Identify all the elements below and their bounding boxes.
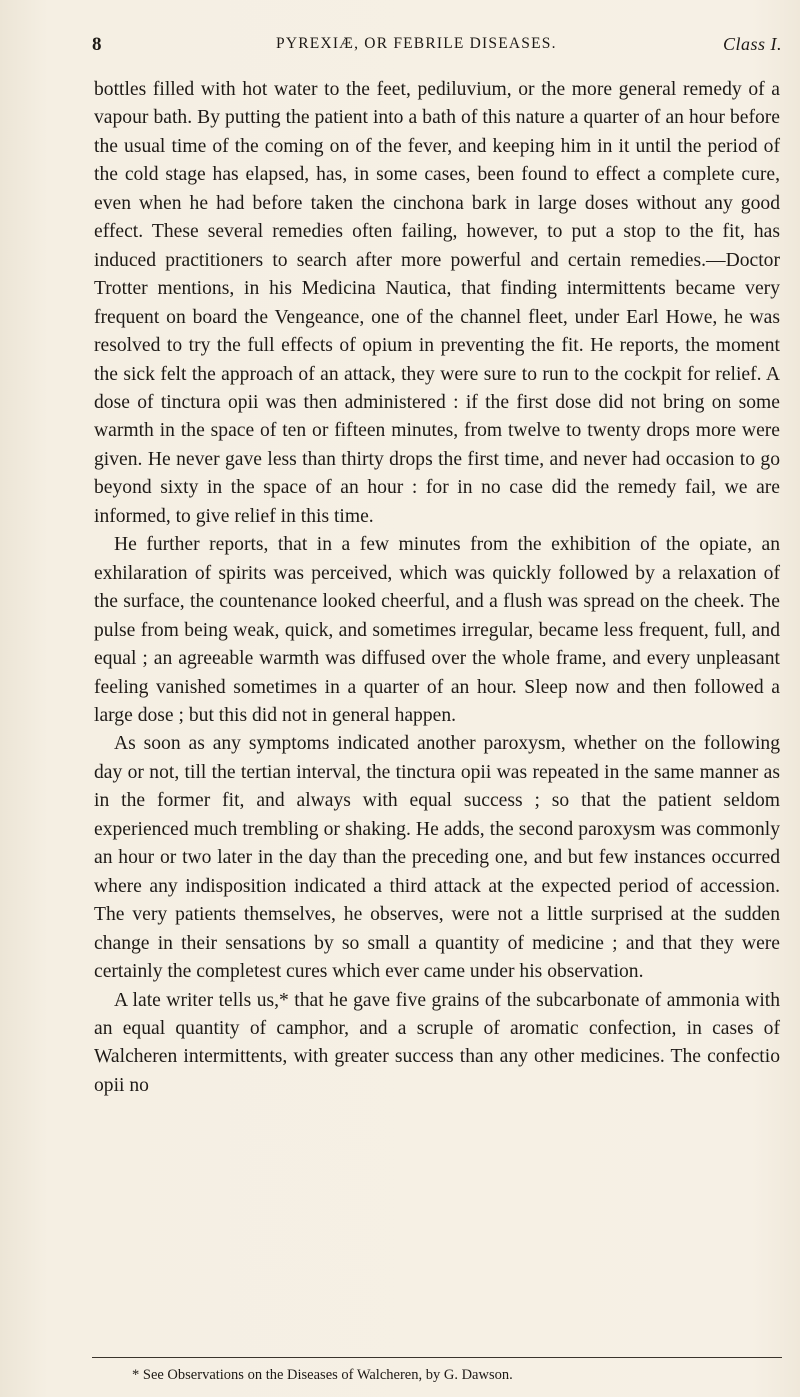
paragraph: A late writer tells us,* that he gave five grains of the subcarbonate of ammonia with an equal quantity of camphor, and a scruple of aromatic confection, in cases of Walcheren intermittents, with greater success than any other medicines. The confectio opii no xyxy=(94,989,780,1096)
page-number: 8 xyxy=(92,34,103,55)
body-text xyxy=(94,76,780,1100)
running-head: PYREXIÆ, OR FEBRILE DISEASES. xyxy=(276,35,557,52)
footnote-divider xyxy=(92,1357,782,1358)
paragraph: He further reports, that in a few minutes from the exhibition of the opiate, an exhilaration of spirits was perceived, which was quickly followed by a relaxation of the surface, the countenance looked cheerful, and a flush was spread on the cheek. The pulse from being weak, quick, and sometimes irregular, became less frequent, full, and equal ; an agreeable warmth was diffused over the whole frame, and every unpleasant feeling vanished sometimes in a quarter of an hour. Sleep now and then followed a large dose ; but this did not in general happen. xyxy=(94,534,780,726)
paragraph: As soon as any symptoms indicated another paroxysm, whether on the following day or not, till the tertian interval, the tinctura opii was repeated in the same manner as in the former fit, and always with equal success ; so that the patient seldom experienced much trembling or shaking. He adds, the second paroxysm was commonly an hour or two later in the day than the preceding one, and but few instances occurred where any indisposition indicated a third attack at the expected period of accession. The very patients themselves, he observes, were not a little surprised at the sudden change in their sensations by so small a quantity of medicine ; and that they were certainly the completest cures which ever came under his observation. xyxy=(94,733,780,983)
footnote: * See Observations on the Diseases of Walcheren, by G. Dawson. xyxy=(132,1367,513,1383)
class-label: Class I. xyxy=(722,34,782,54)
paragraph: bottles filled with hot water to the feet, pediluvium, or the more general remedy of a vapour bath. By putting the patient into a bath of this nature a quarter of an hour before the usual time of the coming on of the fever, and keeping him in it until the period of the cold stage has elapsed, has, in some cases, been found to effect a complete cure, even when he had before taken the cinchona bark in large doses without any good effect. These several remedies often failing, however, to put a stop to the fit, has induced practitioners to search after more powerful and certain remedies.—Doctor Trotter mentions, in his Medicina Nautica, that finding intermittents became very frequent on board the Vengeance, one of the channel fleet, under Earl Howe, he was resolved to try the full effects of opium in preventing the fit. He reports, the moment the sick felt the approach of an attack, they were sure to run to the cockpit for relief. A dose of tinctura opii was then administered : if the first dose did not bring on some warmth in the space of ten or fifteen minutes, from twelve to twenty drops more were given. He never gave less than thirty drops the first time, and never had occasion to go beyond sixty in the space of an hour : for in no case did the remedy fail, we are informed, to give relief in this time. xyxy=(94,79,780,527)
page-header xyxy=(92,30,782,60)
